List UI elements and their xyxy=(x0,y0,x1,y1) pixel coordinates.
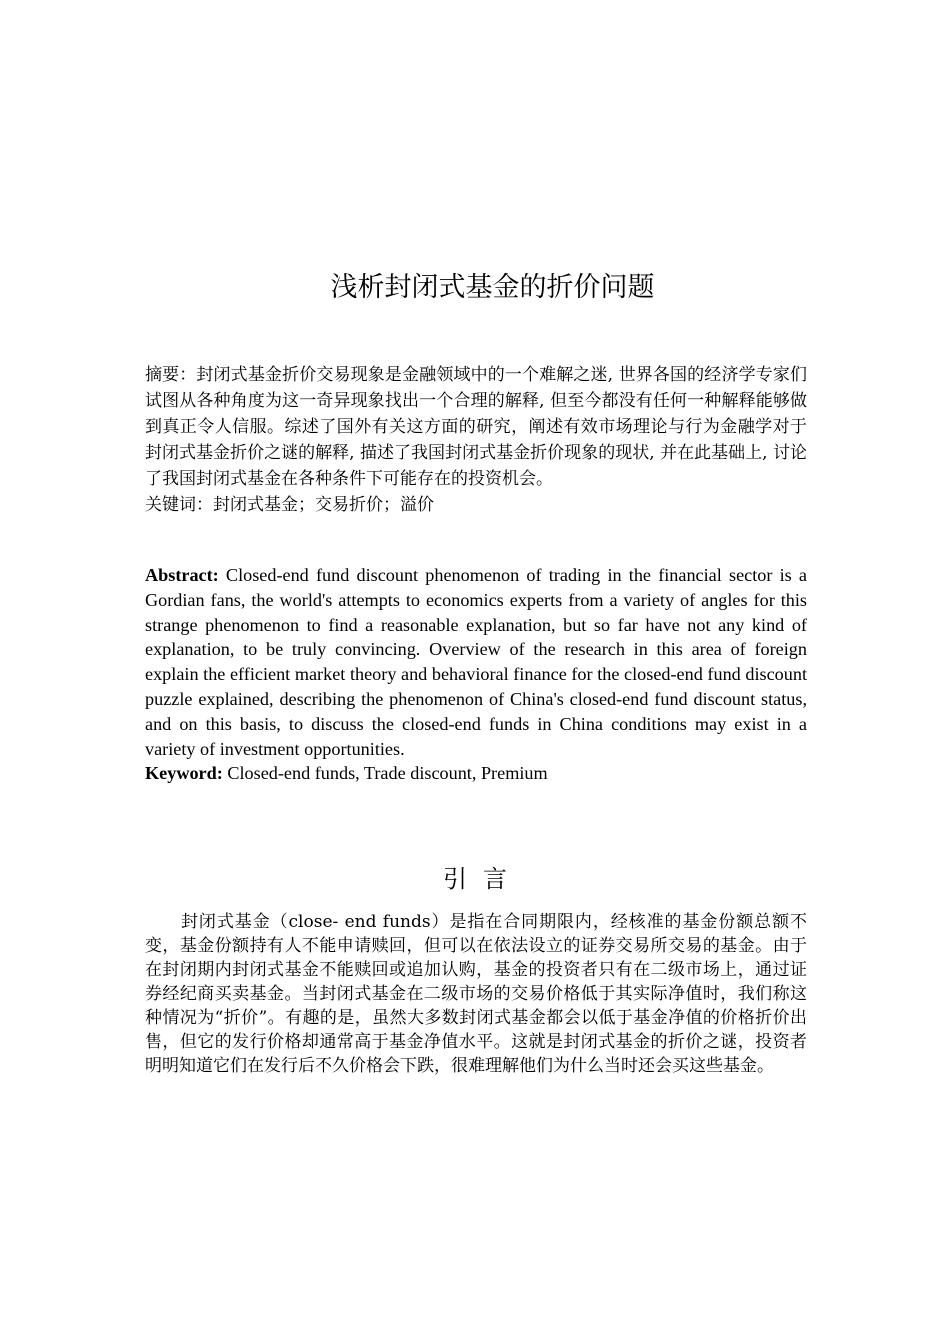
english-abstract xyxy=(145,563,807,786)
document-title: 浅析封闭式基金的折价问题 xyxy=(330,272,655,303)
chinese-keywords: 关键词：封闭式基金；交易折价；溢价 xyxy=(145,495,434,515)
english-abstract-paragraph xyxy=(145,563,807,761)
english-abstract-text: Closed-end fund discount phenomenon of trading in the financial sector is a Gordian fans, the world's attempts to economics experts from a variety of angles for this strange phenomenon to find a reasonable explanation, but so far have not any kind of explanation, to be truly convincing. Overview of the research in this area of foreign explain the efficient market theory and behavioral finance for the closed-end fund discount puzzle explained, describing the phenomenon of China's closed-end fund discount status, and on this basis, to discuss the closed-end funds in China conditions may exist in a variety of investment opportunities. xyxy=(145,565,807,759)
introduction-paragraph: 封闭式基金（close- end funds）是指在合同期限内，经核准的基金份额总额不变，基金份额持有人不能申请赎回，但可以在依法设立的证券交易所交易的基金。由于在封闭期内封闭式基金不能赎回或追加认购，基金的投资者只有在二级市场上，通过证券经纪商买卖基金。当封闭式基金在二级市场的交易价格低于其实际净值时，我们称这种情况为“折价”。有趣的是，虽然大多数封闭式基金都会以低于基金净值的价格折价出售，但它的发行价格却通常高于基金净值水平。这就是封闭式基金的折价之谜，投资者明明知道它们在发行后不久价格会下跌，很难理解他们为什么当时还会买这些基金。 xyxy=(145,912,807,1076)
keyword-label: Keyword: xyxy=(145,763,223,784)
introduction-heading: 引言 xyxy=(443,865,523,893)
abstract-label: Abstract: xyxy=(145,565,219,585)
keyword-text: Closed-end funds, Trade discount, Premium xyxy=(222,763,548,784)
english-keywords xyxy=(145,761,807,786)
chinese-abstract xyxy=(145,362,807,518)
chinese-abstract-text: 摘要：封闭式基金折价交易现象是金融领域中的一个难解之迷, 世界各国的经济学专家们试图从各种角度为这一奇异现象找出一个合理的解释, 但至今都没有任何一种解释能够做到真正令人信服。综述了国外有关这方面的研究，阐述有效市场理论与行为金融学对于封闭式基金折价之谜的解释, 描述了我国封闭式基金折价现象的现状, 并在此基础上, 讨论了我国封闭式基金在各种条件下可能存在的投资机会。 xyxy=(145,365,807,489)
